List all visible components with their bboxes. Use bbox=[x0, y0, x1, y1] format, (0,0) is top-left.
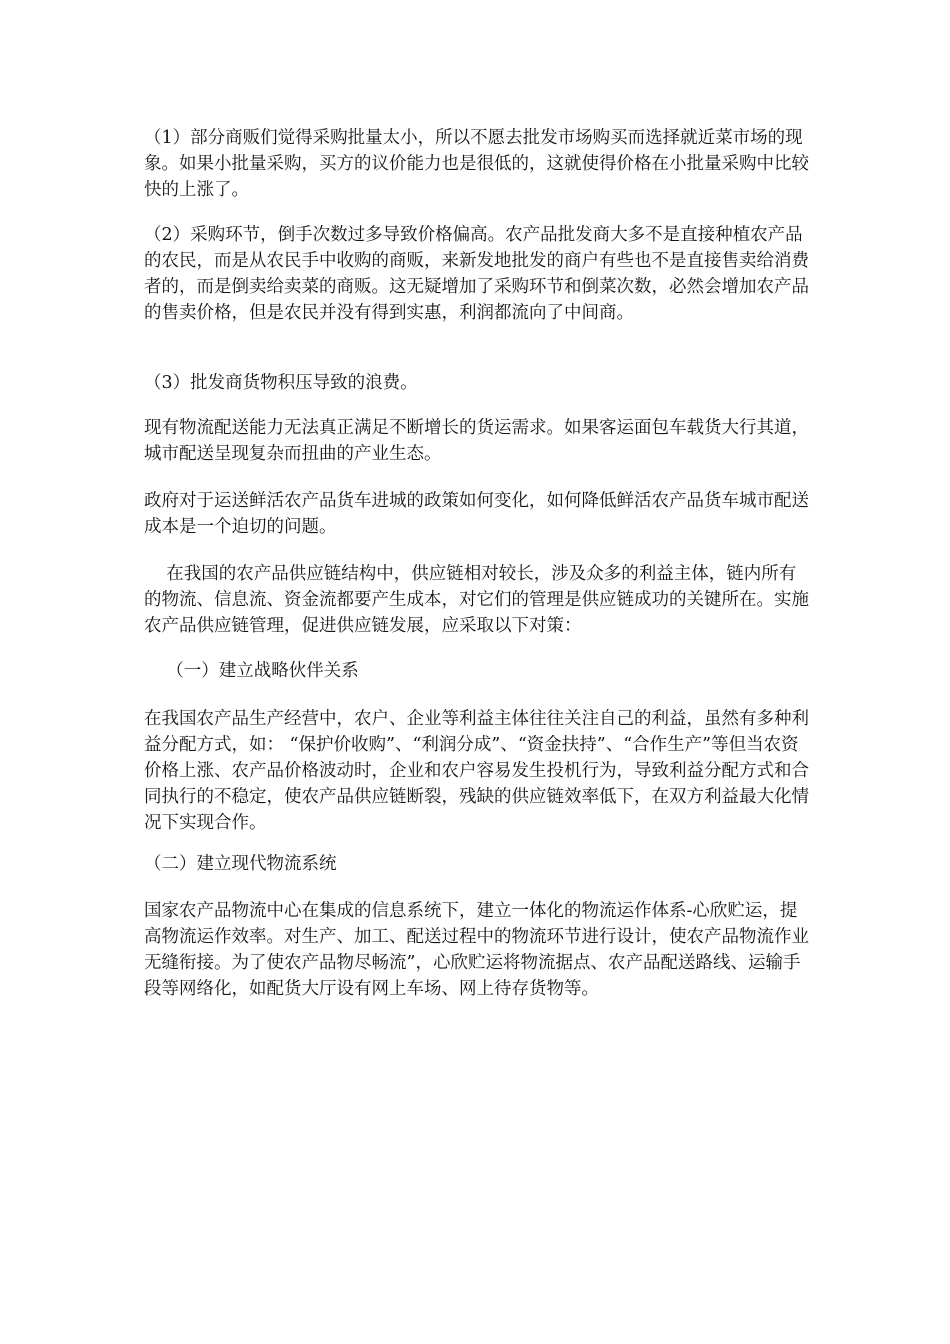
paragraph-6: 在我国的农产品供应链结构中，供应链相对较长，涉及众多的利益主体，链内所有的物流、信息流、资金流都要产生成本，对它们的管理是供应链成功的关键所在。实施农产品供应链管理，促进供应链发展，应采取以下对策： bbox=[144, 564, 809, 636]
paragraph-4: 现有物流配送能力无法真正满足不断增长的货运需求。如果客运面包车载货大行其道，城市配送呈现复杂而扭曲的产业生态。 bbox=[144, 418, 809, 464]
section-heading-1: （一）建立战略伙伴关系 bbox=[144, 661, 359, 681]
paragraph-1: （1）部分商贩们觉得采购批量太小，所以不愿去批发市场购买而选择就近菜市场的现象。如果小批量采购，买方的议价能力也是很低的，这就使得价格在小批量采购中比较快的上涨了。 bbox=[144, 128, 809, 200]
paragraph-3: （3）批发商货物积压导致的浪费。 bbox=[144, 373, 418, 393]
paragraph-7: 在我国农产品生产经营中，农户、企业等利益主体往往关注自己的利益，虽然有多种利益分配方式，如： “保护价收购”、“利润分成”、“资金扶持”、“合作生产”等但当农资价格上涨、农产品价格波动时，企业和农户容易发生投机行为，导致利益分配方式和合同执行的不稳定，使农产品供应链断裂，残缺的供应链效率低下，在双方利益最大化情况下实现合作。 bbox=[144, 709, 809, 833]
paragraph-5: 政府对于运送鲜活农产品货车进城的政策如何变化，如何降低鲜活农产品货车城市配送成本是一个迫切的问题。 bbox=[144, 491, 809, 537]
section-heading-2: （二）建立现代物流系统 bbox=[144, 854, 337, 874]
paragraph-2: （2）采购环节，倒手次数过多导致价格偏高。农产品批发商大多不是直接种植农产品的农民，而是从农民手中收购的商贩，来新发地批发的商户有些也不是直接售卖给消费者的，而是倒卖给卖菜的商贩。这无疑增加了采购环节和倒菜次数，必然会增加农产品的售卖价格，但是农民并没有得到实惠，利润都流向了中间商。 bbox=[144, 225, 809, 323]
paragraph-8: 国家农产品物流中心在集成的信息系统下，建立一体化的物流运作体系-心欣贮运，提高物流运作效率。对生产、加工、配送过程中的物流环节进行设计，使农产品物流作业无缝衔接。为了使农产品物尽畅流”，心欣贮运将物流据点、农产品配送路线、运输手段等网络化，如配货大厅设有网上车场、网上待存货物等。 bbox=[144, 901, 809, 999]
